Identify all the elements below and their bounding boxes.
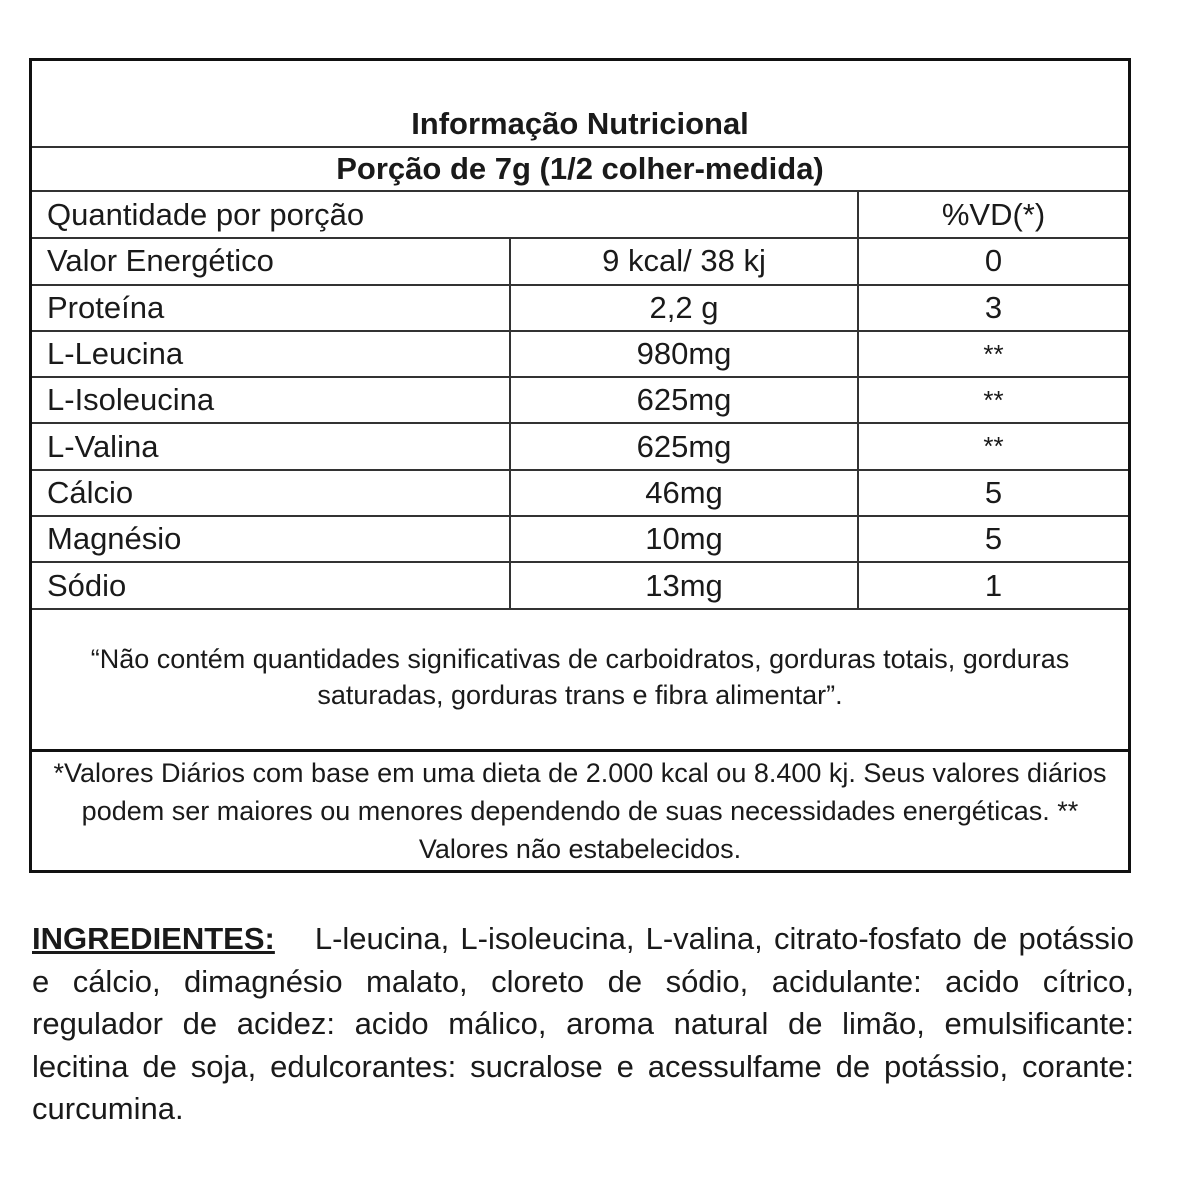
nutrient-daily-value: 5 [858,516,1128,562]
nutrient-daily-value: 5 [858,470,1128,516]
nutrition-table [32,192,1128,610]
nutrient-quantity: 625mg [510,377,858,423]
table-row [32,238,1128,284]
table-row [32,285,1128,331]
table-row [32,516,1128,562]
nutrient-daily-value: 0 [858,238,1128,284]
ingredients-section [32,918,1134,1131]
serving-size: Porção de 7g (1/2 colher-medida) [32,148,1128,192]
daily-values-footnote [32,752,1128,870]
nutrient-quantity: 13mg [510,562,858,608]
ingredients-title: INGREDIENTES: [32,921,275,956]
table-row [32,331,1128,377]
nutrient-quantity: 980mg [510,331,858,377]
note-text: “Não contém quantidades significativas de carboidratos, gorduras totais, gorduras saturadas, gorduras trans e fibra alimentar”. [90,643,1070,710]
table-row [32,562,1128,608]
nutrient-name: Proteína [32,285,510,331]
not-significant-note [32,604,1128,752]
header-daily-value: %VD(*) [858,192,1128,238]
table-row [32,377,1128,423]
nutrient-name: L-Isoleucina [32,377,510,423]
table-header-row [32,192,1128,238]
nutrient-quantity: 9 kcal/ 38 kj [510,238,858,284]
nutrient-quantity: 625mg [510,423,858,469]
header-quantity-per-serving: Quantidade por porção [32,192,858,238]
nutrient-daily-value: 3 [858,285,1128,331]
nutrient-daily-value: ** [858,331,1128,377]
table-row [32,470,1128,516]
nutrient-name: Magnésio [32,516,510,562]
nutrient-name: Cálcio [32,470,510,516]
nutrient-daily-value: 1 [858,562,1128,608]
label-title: Informação Nutricional [32,61,1128,148]
nutrient-quantity: 10mg [510,516,858,562]
ingredients-text: L-leucina, L-isoleucina, L-valina, citrato-fosfato de potássio e cálcio, dimagnésio malato, cloreto de sódio, acidulante: acido cítrico, regulador de acidez: acido málico, aroma natural de limão, emulsificante: lecitina de soja, edulcorantes: sucralose e acessulfame de potássio, corante: curcumina. [32,921,1134,1126]
nutrient-name: Valor Energético [32,238,510,284]
nutrient-name: Sódio [32,562,510,608]
nutrient-quantity: 46mg [510,470,858,516]
nutrient-name: L-Leucina [32,331,510,377]
nutrient-daily-value: ** [858,377,1128,423]
footnote-text: *Valores Diários com base em uma dieta de 2.000 kcal ou 8.400 kj. Seus valores diários podem ser maiores ou menores dependendo de suas necessidades energéticas. ** Valores não estabelecidos. [53,758,1107,864]
nutrient-daily-value: ** [858,423,1128,469]
table-row [32,423,1128,469]
nutrition-facts-label [29,58,1131,873]
nutrient-name: L-Valina [32,423,510,469]
nutrient-quantity: 2,2 g [510,285,858,331]
